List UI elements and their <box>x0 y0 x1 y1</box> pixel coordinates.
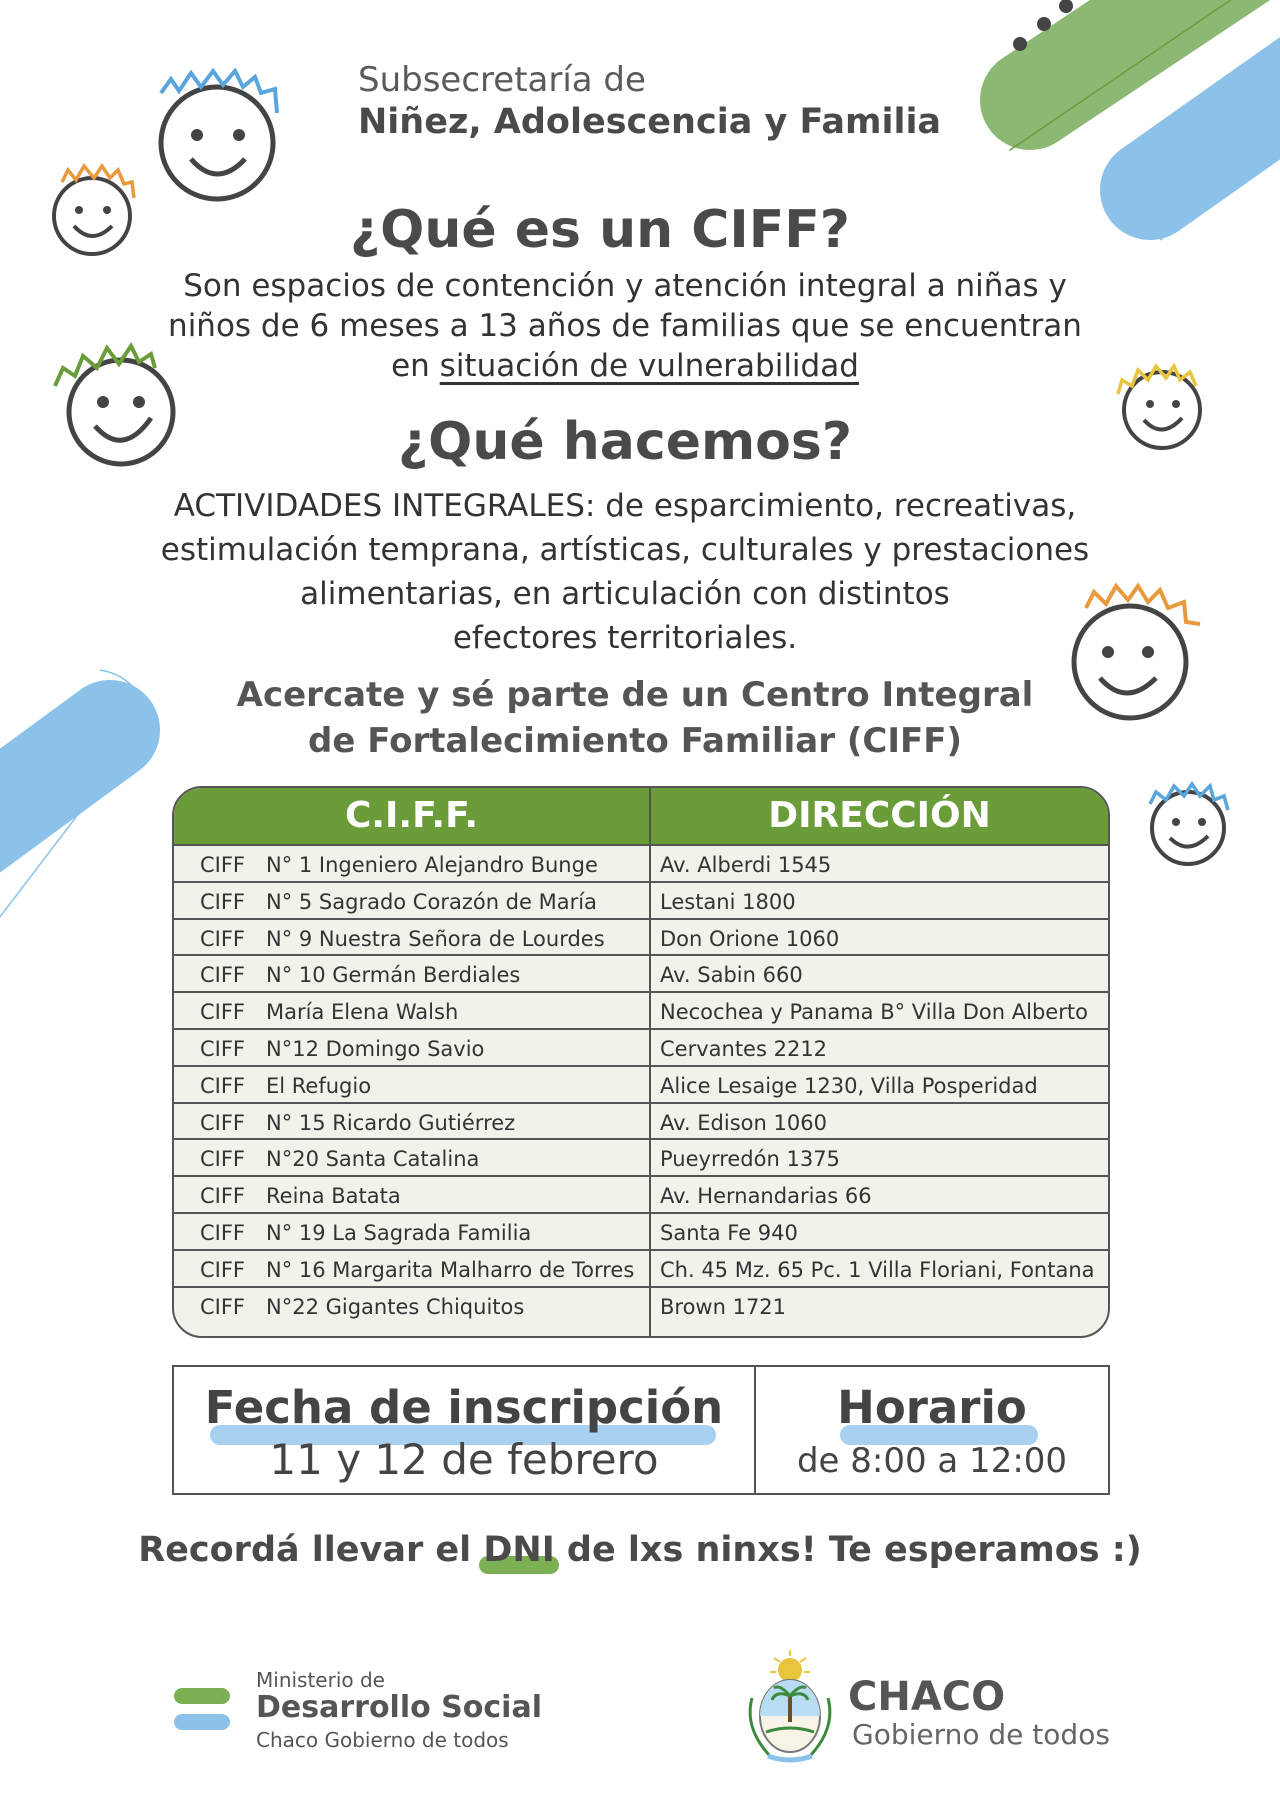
ministry-logo-bars <box>182 1696 222 1722</box>
ciff-address: Av. Hernandarias 66 <box>660 1184 872 1209</box>
registration-date-title: Fecha de inscripción <box>204 1381 724 1434</box>
table-row <box>174 844 1108 882</box>
stripe-blue-left <box>0 670 150 930</box>
table-row <box>174 1175 1108 1213</box>
subsecretaria-label: Subsecretaría de <box>358 60 646 100</box>
ciff-prefix: CIFF <box>200 1037 246 1061</box>
ciff-prefix: CIFF <box>200 1110 246 1135</box>
table-row <box>174 991 1108 1029</box>
ciff-prefix: CIFF <box>200 1184 246 1209</box>
invite-line: de Fortalecimiento Familiar (CIFF) <box>308 721 962 761</box>
reminder-after: de lxs ninxs! Te esperamos :) <box>554 1530 1142 1570</box>
vulnerability-underlined: situación de vulnerabilidad <box>439 348 859 384</box>
table-row <box>174 954 1108 992</box>
ciff-name: N° 16 Margarita Malharro de Torres <box>266 1257 635 1282</box>
ciff-name: N° 5 Sagrado Corazón de María <box>266 889 597 914</box>
ciff-name: Reina Batata <box>266 1184 401 1209</box>
ministry-tagline: Chaco Gobierno de todos <box>256 1728 509 1752</box>
ciff-address: Pueyrredón 1375 <box>660 1147 840 1172</box>
ciff-prefix: CIFF <box>200 1073 246 1098</box>
ciff-prefix: CIFF <box>200 1147 246 1172</box>
ciff-prefix: CIFF <box>200 853 246 877</box>
smiley-face-icon <box>161 71 277 199</box>
ciff-address: Brown 1721 <box>660 1294 787 1319</box>
invite-heading <box>140 672 1130 764</box>
activities-line: efectores territoriales. <box>452 620 798 656</box>
table-row <box>174 1212 1108 1250</box>
registration-hours-title: Horario <box>837 1381 1027 1434</box>
ciff-description-line <box>140 346 1110 386</box>
ciff-description-line: Son espacios de contención y atención integral a niñas y <box>183 268 1067 304</box>
table-row <box>174 1138 1108 1176</box>
header-direccion: DIRECCIÓN <box>768 795 991 836</box>
activities-line: estimulación temprana, artísticas, culturales y prestaciones <box>160 532 1090 568</box>
table-divider <box>649 788 651 1336</box>
table-row <box>174 881 1108 919</box>
province-tagline: Gobierno de todos <box>852 1718 1110 1751</box>
activities-description <box>130 484 1120 660</box>
ministry-label: Ministerio de <box>256 1668 385 1692</box>
ciff-description-line: niños de 6 meses a 13 años de familias que se encuentran <box>168 308 1082 344</box>
ciff-name: N° 15 Ricardo Gutiérrez <box>266 1110 516 1135</box>
ciff-name: N° 10 Germán Berdiales <box>266 963 521 988</box>
registration-hours-value: de 8:00 a 12:00 <box>796 1441 1068 1481</box>
ciff-question-title: ¿Qué es un CIFF? <box>350 200 850 260</box>
ciff-address: Cervantes 2212 <box>660 1037 828 1061</box>
ciff-prefix: CIFF <box>200 1221 246 1245</box>
ciff-address: Ch. 45 Mz. 65 Pc. 1 Villa Floriani, Fontana <box>660 1257 1095 1282</box>
registration-box <box>172 1365 1110 1495</box>
ministry-name: Desarrollo Social <box>256 1690 542 1725</box>
reminder-text <box>0 1530 1280 1570</box>
activities-line: alimentarias, en articulación con distintos <box>300 576 950 612</box>
table-row <box>174 1102 1108 1140</box>
table-row <box>174 918 1108 956</box>
what-we-do-title: ¿Qué hacemos? <box>398 412 852 472</box>
table-row <box>174 1028 1108 1066</box>
ciff-name: N°22 Gigantes Chiquitos <box>266 1294 525 1319</box>
table-row <box>174 1249 1108 1287</box>
ciff-name: N° 19 La Sagrada Familia <box>266 1221 532 1245</box>
ciff-prefix: CIFF <box>200 926 246 951</box>
ciff-name: N° 1 Ingeniero Alejandro Bunge <box>266 853 598 877</box>
ciff-table <box>172 786 1110 1338</box>
table-header <box>174 788 1108 844</box>
activities-line: ACTIVIDADES INTEGRALES: de esparcimiento, recreativas, <box>173 488 1077 524</box>
chaco-coat-of-arms-icon <box>750 1650 830 1760</box>
invite-line: Acercate y sé parte de un Centro Integral <box>236 675 1034 715</box>
ciff-description <box>140 266 1110 386</box>
header-ciff: C.I.F.F. <box>344 795 479 836</box>
ciff-address: Alice Lesaige 1230, Villa Posperidad <box>660 1073 1038 1098</box>
ciff-name: N°12 Domingo Savio <box>266 1037 485 1061</box>
ciff-prefix: CIFF <box>200 1257 246 1282</box>
ciff-address: Necochea y Panama B° Villa Don Alberto <box>660 1000 1088 1025</box>
reminder-before: Recordá llevar el <box>138 1530 484 1570</box>
ciff-description-prefix: en <box>391 348 440 384</box>
dni-highlight: DNI <box>483 1530 555 1570</box>
registration-date-value: 11 y 12 de febrero <box>269 1435 659 1484</box>
ciff-prefix: CIFF <box>200 963 246 988</box>
table-row <box>174 1065 1108 1103</box>
ciff-address: Av. Sabin 660 <box>660 963 803 988</box>
ciff-address: Santa Fe 940 <box>660 1221 798 1245</box>
ciff-address: Av. Edison 1060 <box>660 1110 827 1135</box>
ciff-name: El Refugio <box>266 1073 372 1098</box>
ciff-name: María Elena Walsh <box>266 1000 459 1025</box>
subsecretaria-name: Niñez, Adolescencia y Familia <box>358 102 942 142</box>
ciff-name: N°20 Santa Catalina <box>266 1147 480 1172</box>
ciff-name: N° 9 Nuestra Señora de Lourdes <box>266 926 605 951</box>
ciff-prefix: CIFF <box>200 1294 246 1319</box>
province-name: CHACO <box>848 1674 1006 1720</box>
ciff-address: Don Orione 1060 <box>660 926 840 951</box>
table-row <box>174 1286 1108 1324</box>
ciff-address: Av. Alberdi 1545 <box>660 853 832 877</box>
smiley-face-icon <box>1150 784 1228 864</box>
ciff-prefix: CIFF <box>200 1000 246 1025</box>
ciff-prefix: CIFF <box>200 889 246 914</box>
ciff-address: Lestani 1800 <box>660 889 796 914</box>
